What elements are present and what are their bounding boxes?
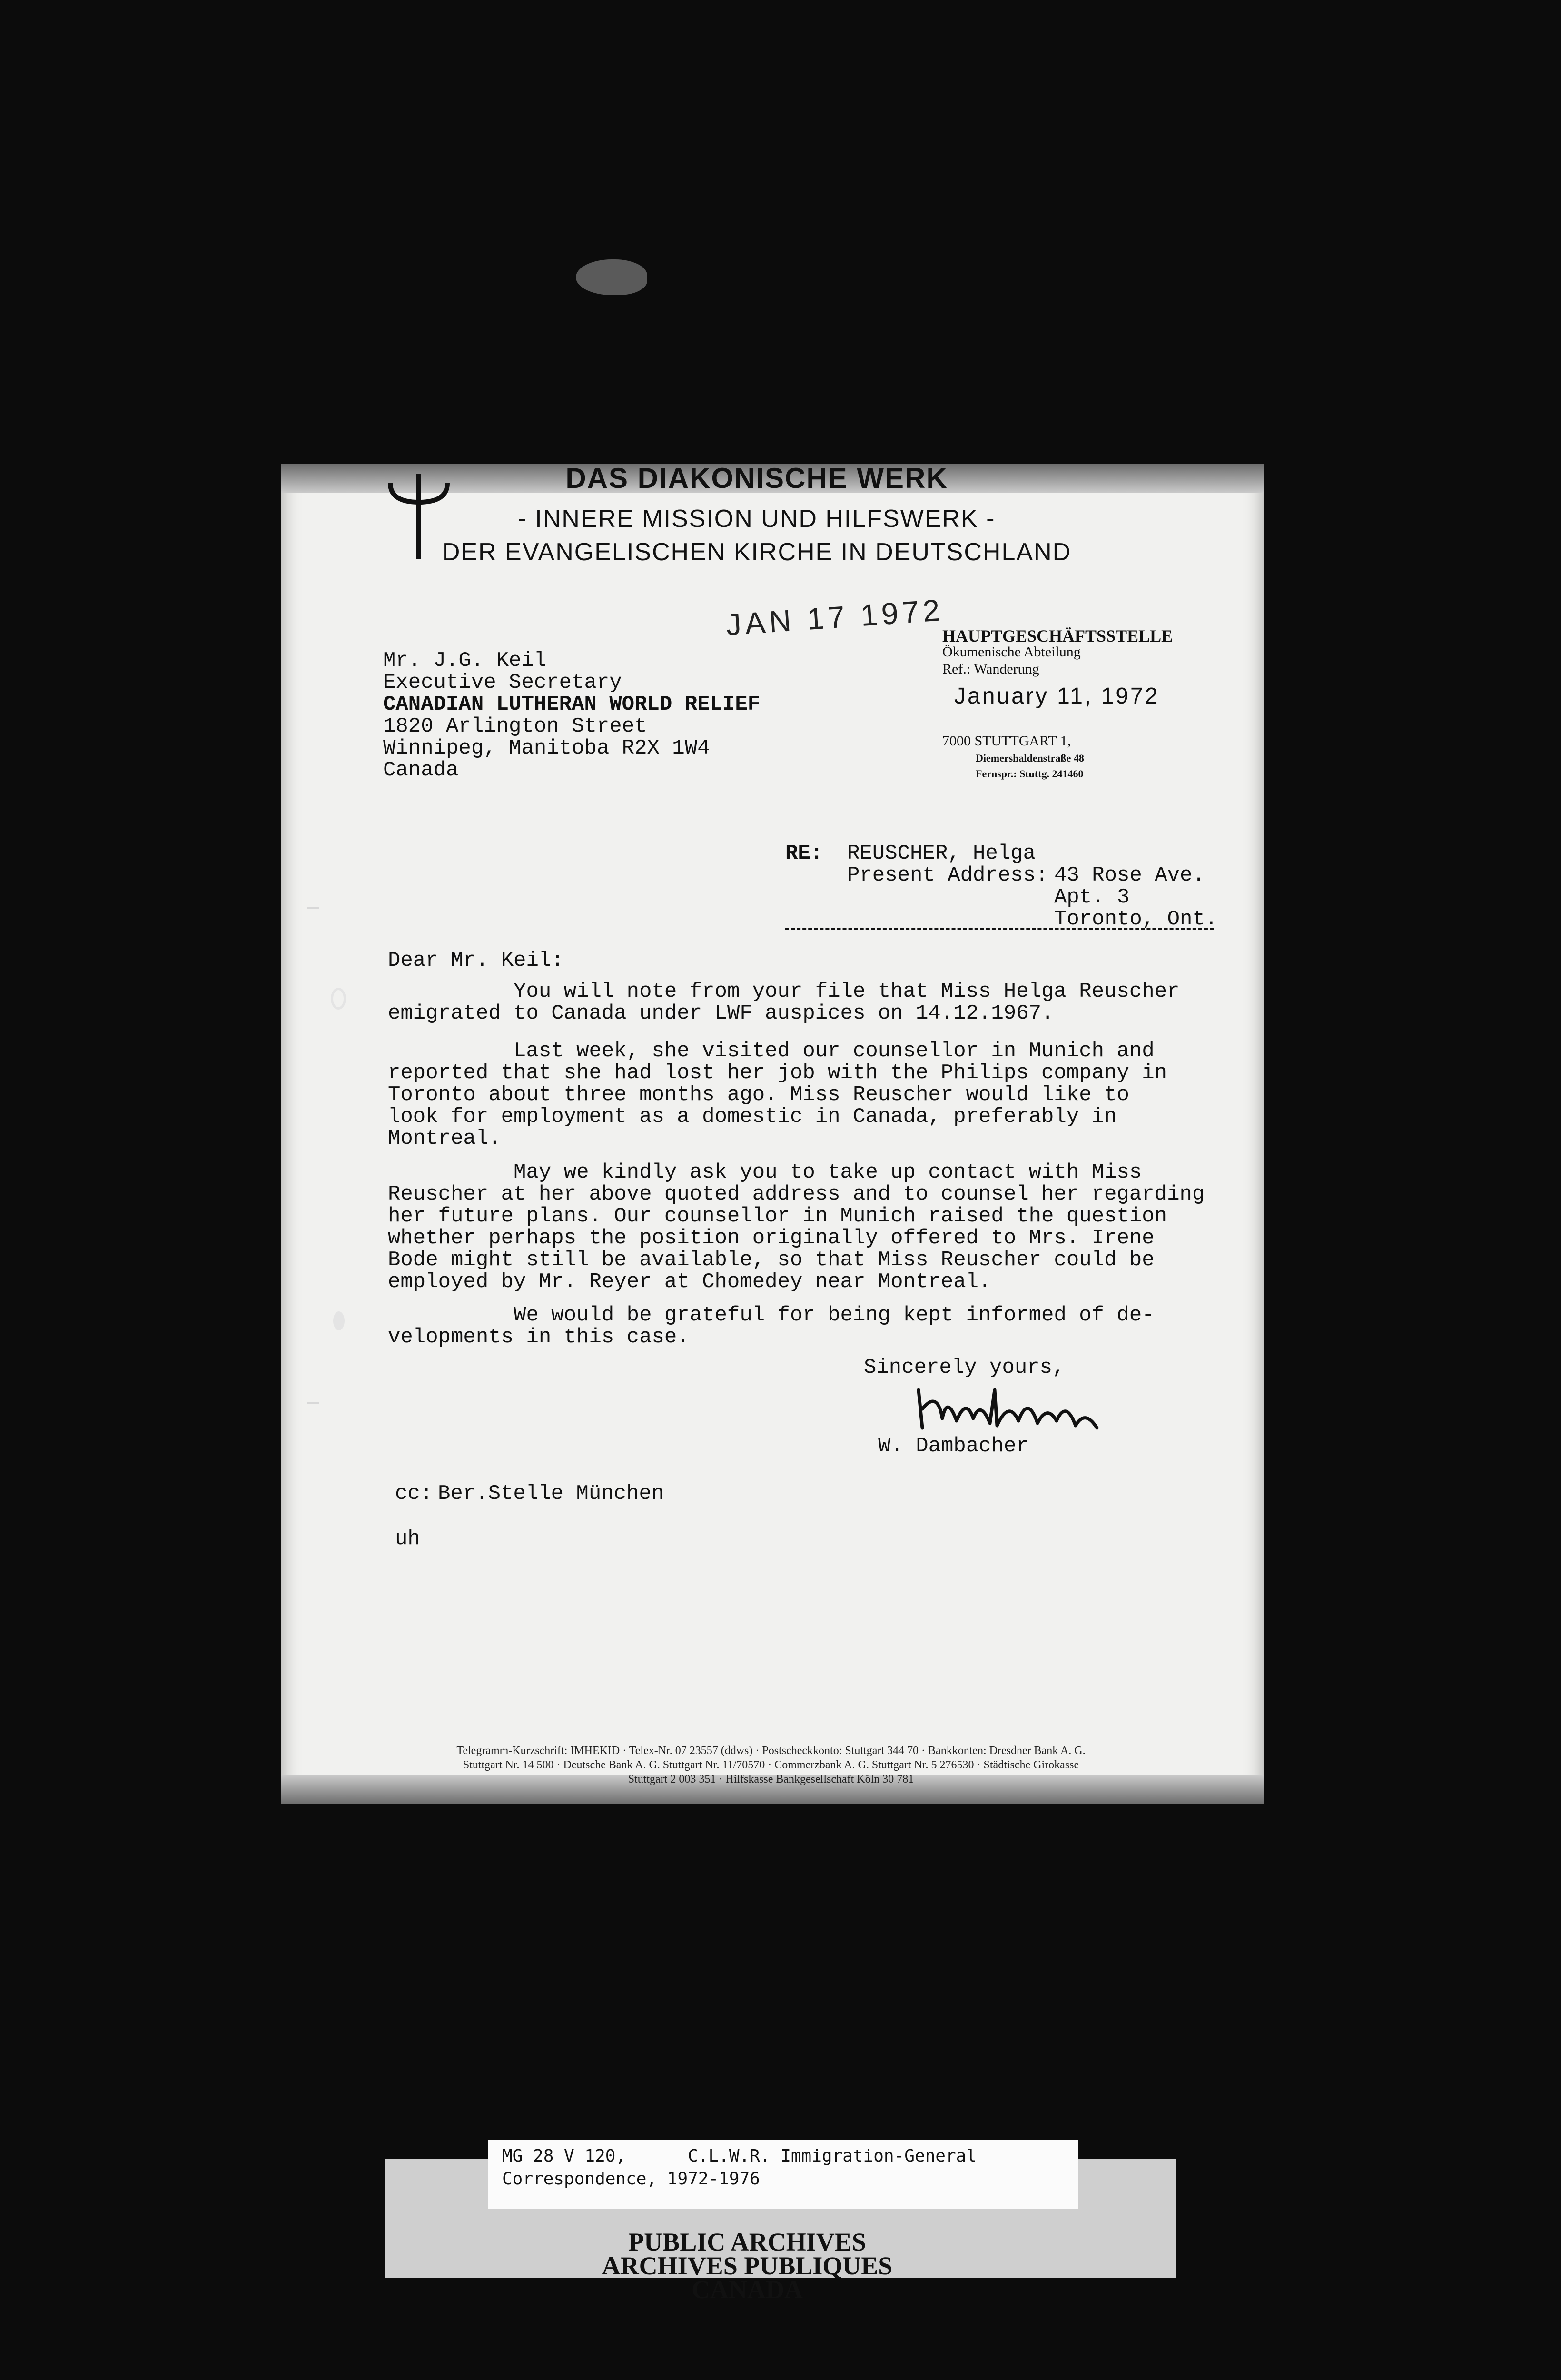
- re-address-label: Present Address:: [847, 863, 1048, 887]
- recipient-title: Executive Secretary: [383, 671, 622, 694]
- received-date-stamp: JAN 17 1972: [725, 593, 945, 642]
- body-paragraph-4: We would be grateful for being kept informed of de- velopments in this case.: [388, 1303, 1155, 1349]
- office-dept: Ökumenische Abteilung: [942, 644, 1081, 660]
- body-paragraph-1: You will note from your file that Miss Helga Reuscher emigrated to Canada under LWF auspices on 14.12.1967.: [388, 980, 1180, 1025]
- archive-stamp: [504, 2228, 990, 2304]
- archive-ref-line-2: Correspondence, 1972-1976: [502, 2169, 760, 2189]
- salutation: Dear Mr. Keil:: [388, 949, 564, 972]
- recipient-street: 1820 Arlington Street: [383, 714, 647, 738]
- re-name: REUSCHER, Helga: [847, 842, 1036, 865]
- footer-line-2: Stuttgart Nr. 14 500 · Deutsche Bank A. G. Stuttgart Nr. 11/70570 · Commerzbank A. G. Stuttgart Nr. 5 276530 · Städtische Girokasse: [463, 1759, 1079, 1771]
- footer-line-1: Telegramm-Kurzschrift: IMHEKID · Telex-Nr. 07 23557 (ddws) · Postscheckkonto: Stuttgart 344 70 · Bankkonten: Dresdner Bank A. G.: [456, 1745, 1086, 1757]
- film-blemish: [576, 259, 647, 295]
- body-paragraph-3: May we kindly ask you to take up contact with Miss Reuscher at her above quoted address and to counsel her regarding her future plans. Our counsellor in Munich raised the question whether perhaps the position originally offered to Mrs. Irene Bode might still be available, so that Miss Reuscher could be employed by Mr. Reyer at Chomedey near Montreal.: [388, 1160, 1205, 1294]
- closing: Sincerely yours,: [864, 1356, 1065, 1379]
- footer-line-3: Stuttgart 2 003 351 · Hilfskasse Bankgesellschaft Köln 30 781: [628, 1773, 914, 1785]
- recipient-city: Winnipeg, Manitoba R2X 1W4: [383, 736, 710, 760]
- cc-value: Ber.Stelle München: [438, 1482, 664, 1506]
- handwritten-signature: [909, 1380, 1109, 1438]
- office-street: Diemershaldenstraße 48: [976, 752, 1084, 764]
- letterhead-sub1: - INNERE MISSION UND HILFSWERK -: [518, 505, 996, 533]
- margin-mark: [307, 907, 319, 909]
- office-name: HAUPTGESCHÄFTSSTELLE: [942, 626, 1173, 645]
- margin-mark: [307, 1402, 319, 1404]
- letter-date: January 11, 1972: [954, 684, 1160, 709]
- cc-label: cc:: [395, 1482, 433, 1506]
- recipient-name: Mr. J.G. Keil: [383, 649, 547, 673]
- office-ref: Ref.: Wanderung: [942, 661, 1039, 677]
- office-city: 7000 STUTTGART 1,: [942, 733, 1071, 749]
- recipient-org: CANADIAN LUTHERAN WORLD RELIEF: [383, 693, 761, 716]
- office-phone: Fernspr.: Stuttg. 241460: [976, 768, 1084, 780]
- archive-stamp-line-3: CANADA: [692, 2275, 803, 2304]
- typist-initials: uh: [395, 1527, 420, 1551]
- punch-hole-mark: [333, 1311, 345, 1330]
- dashed-divider: [785, 928, 1214, 930]
- letterhead-sub2: DER EVANGELISCHEN KIRCHE IN DEUTSCHLAND: [442, 538, 1072, 566]
- archive-stamp-line-2: ARCHIVES PUBLIQUES: [602, 2251, 893, 2280]
- letter-page: [281, 464, 1264, 1804]
- punch-hole-mark: [331, 988, 346, 1010]
- archive-stamp-line-1: PUBLIC ARCHIVES: [628, 2228, 866, 2256]
- signer-name: W. Dambacher: [878, 1434, 1029, 1458]
- archive-ref-line-1: MG 28 V 120, C.L.W.R. Immigration-General: [502, 2146, 977, 2166]
- archive-reference-card: [488, 2140, 1078, 2209]
- letterhead-org: DAS DIAKONISCHE WERK: [565, 462, 948, 494]
- re-address-line2: Apt. 3: [1054, 885, 1130, 909]
- recipient-country: Canada: [383, 758, 459, 782]
- body-paragraph-2: Last week, she visited our counsellor in Munich and reported that she had lost her job with the Philips company in Toronto about three months ago. Miss Reuscher would like to look for employment as a domestic in Canada, preferably in Montreal.: [388, 1039, 1167, 1150]
- re-address-line1: 43 Rose Ave.: [1054, 863, 1205, 887]
- re-label: RE:: [785, 842, 823, 865]
- re-address-line3: Toronto, Ont.: [1054, 907, 1218, 931]
